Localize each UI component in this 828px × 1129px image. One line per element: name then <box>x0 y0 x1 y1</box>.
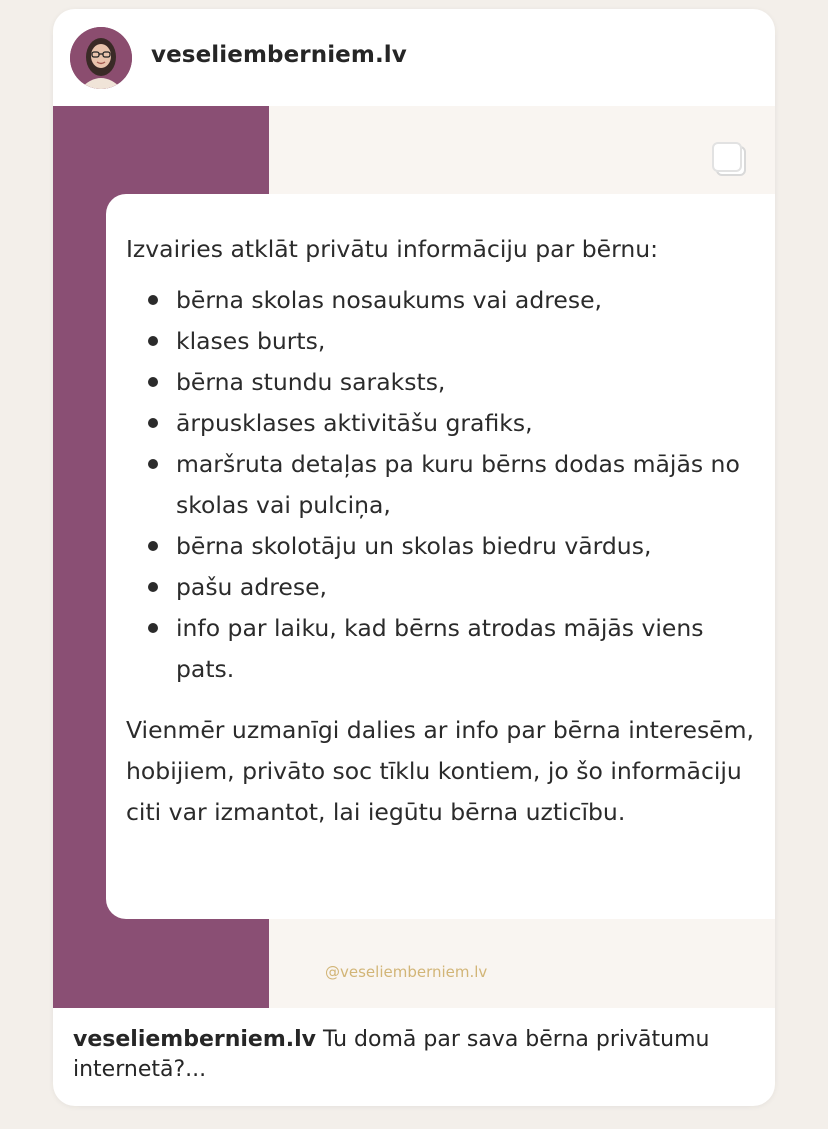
bullet-icon <box>148 295 158 305</box>
bullet-icon <box>148 541 158 551</box>
outro-text: Vienmēr uzmanīgi dalies ar info par bērna interesēm, hobijiem, privāto soc tīklu kontiem, jo šo informāciju citi var izmantot, lai iegūtu bērna uzticību. <box>126 716 755 826</box>
post-image[interactable] <box>53 106 775 1008</box>
list-item: pašu adrese, <box>126 567 755 608</box>
list-item: info par laiku, kad bērns atrodas mājās viens pats. <box>126 608 755 690</box>
list-item: klases burts, <box>126 321 755 362</box>
avatar[interactable] <box>70 27 132 89</box>
intro-text: Izvairies atklāt privātu informāciju par bērnu: <box>126 235 659 263</box>
list-item: bērna skolas nosaukums vai adrese, <box>126 280 755 321</box>
bullet-icon <box>148 582 158 592</box>
privacy-list <box>126 280 755 690</box>
text-card <box>106 194 775 919</box>
bullet-icon <box>148 418 158 428</box>
bullet-icon <box>148 459 158 469</box>
list-item: maršruta detaļas pa kuru bērns dodas mājās no skolas vai pulciņa, <box>126 444 755 526</box>
post-card <box>53 9 775 1106</box>
list-item: bērna stundu saraksts, <box>126 362 755 403</box>
watermark: @veseliemberniem.lv <box>325 963 488 981</box>
caption-username[interactable]: veseliemberniem.lv <box>73 1027 317 1052</box>
post-username[interactable]: veseliemberniem.lv <box>151 42 407 68</box>
multiple-posts-icon <box>711 141 749 179</box>
post-header <box>53 9 775 106</box>
list-item: ārpusklases aktivitāšu grafiks, <box>126 403 755 444</box>
list-item: bērna skolotāju un skolas biedru vārdus, <box>126 526 755 567</box>
avatar-icon <box>70 27 132 89</box>
bullet-icon <box>148 377 158 387</box>
bullet-icon <box>148 623 158 633</box>
post-caption <box>73 1025 713 1085</box>
caption-text[interactable]: Tu domā par sava bērna privātumu internetā?... <box>73 1027 710 1082</box>
bullet-icon <box>148 336 158 346</box>
